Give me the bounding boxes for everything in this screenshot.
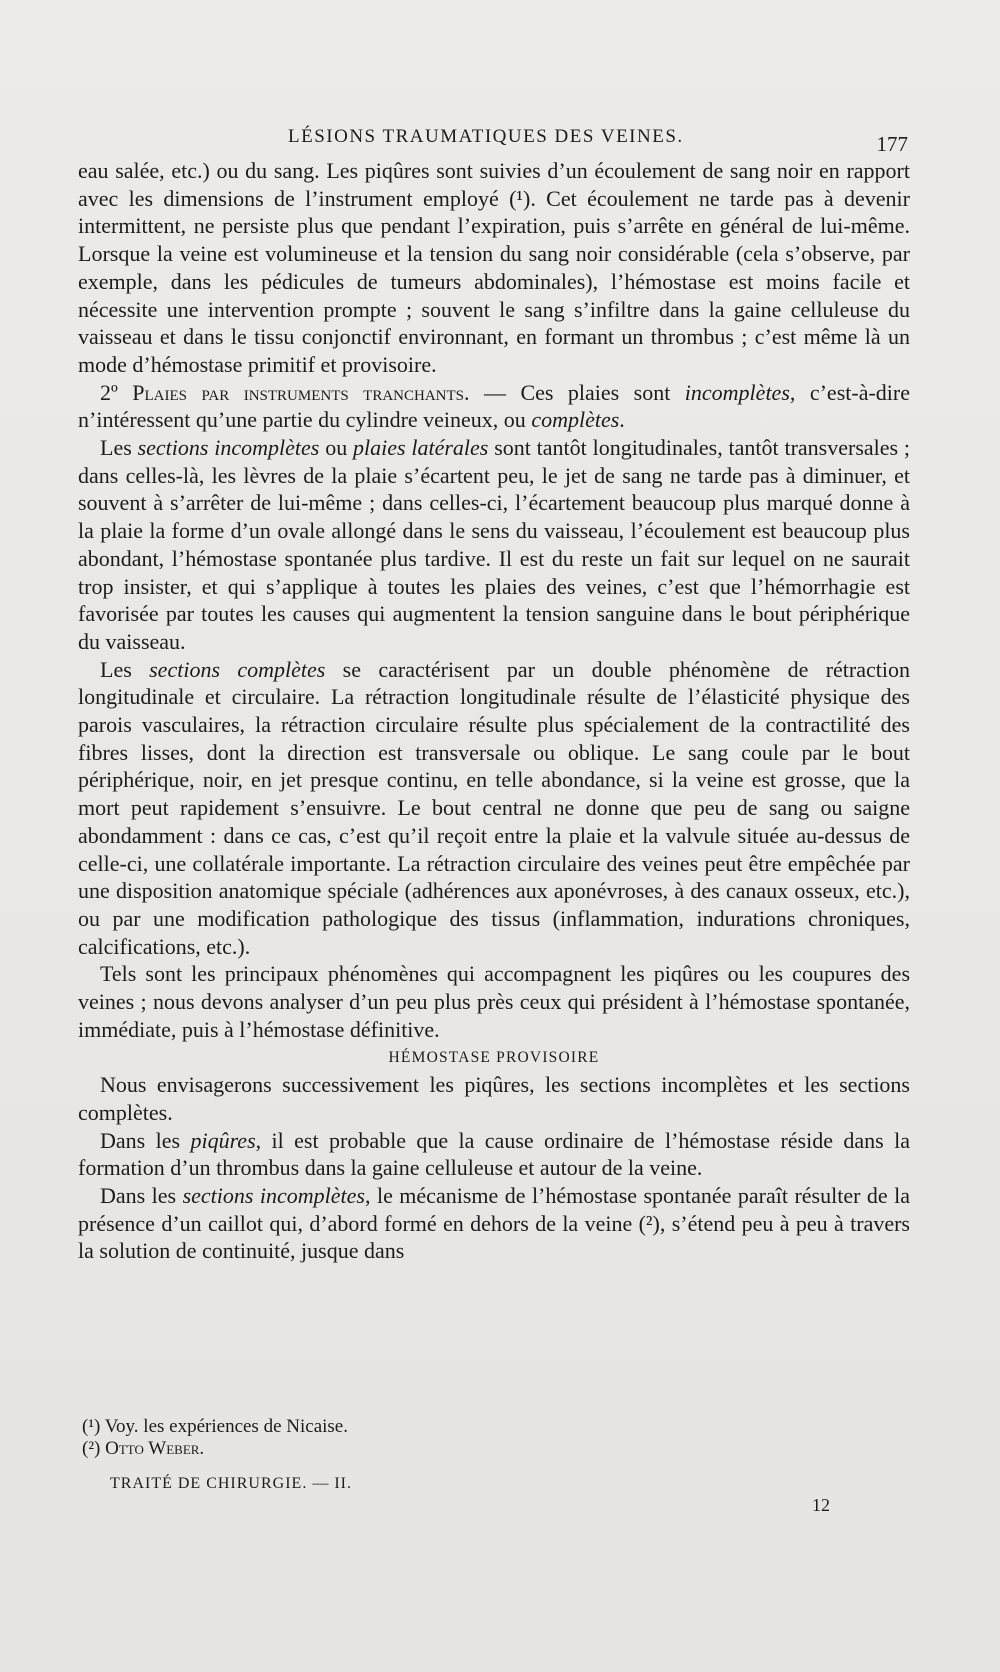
paragraph [78,656,910,961]
page-header [78,118,908,158]
paragraph: Tels sont les principaux phénomènes qui accompagnent les piqûres ou les coupures des veines ; nous devons analyser d’un peu plus près ceux qui président à l’hémostase spontanée, immédiate, puis à l’hémostase définitive. [78,961,910,1042]
text-run: , c’est-à-dire n’intéressent qu’une partie du cylindre veineux, ou [78,379,910,433]
footnotes [82,1416,682,1460]
section-number: 2º [100,379,118,405]
text-run: ou [319,435,354,461]
section-title: Plaies par instruments tranchants. [132,379,470,405]
paragraph [78,379,910,434]
text-run: Les [100,656,150,682]
italic-term: sections complètes [149,656,326,682]
text-run: . [619,407,625,433]
text-run: se caractérisent par un double phénomène de rétraction longitudinale et circulaire. La rétraction longitudinale résulte de l’élasticité physique des parois vasculaires, la rétraction circulaire résulte plus spécialement de la contractilité des fibres lisses, dont la direction est transversale ou oblique. Le sang coule par le bout périphérique, noir, en jet presque continu, en telle abondance, si la veine est grosse, que la mort peut rapidement s’ensuivre. Le bout central ne donne que peu de sang ou saigne abondamment : dans ce cas, c’est qu’il reçoit entre la plaie et la valvule située au-dessus de celle-ci, une collatérale importante. La rétraction circulaire des veines peut être empêchée par une disposition anatomique spéciale (adhérences aux aponévroses, à des canaux osseux, etc.), ou par une modification pathologique des tissus (inflammation, indurations chroniques, calcifications, etc.). [78,656,911,959]
paragraph [78,434,910,656]
footnote-mark: (¹) [82,1416,101,1437]
italic-term: sections incomplètes [137,435,320,461]
paragraph: Nous envisagerons successivement les piqûres, les sections incomplètes et les sections complètes. [78,1072,910,1125]
text-run: Ces plaies sont [520,379,685,405]
footnote [82,1438,682,1460]
body-text [78,157,910,1265]
paragraph [78,1127,910,1182]
text-run: Dans les [100,1127,191,1153]
text-run: Les [100,435,138,461]
footnote [82,1416,682,1438]
text-run: , le mécanisme de l’hémostase spontanée paraît résulter de la présence d’un caillot qui, d’abord formé en dehors de la veine (²), s’étend peu à peu à travers la solution de continuité, jusque dans [78,1183,910,1264]
footnote-text: Otto Weber. [100,1438,205,1459]
italic-term: plaies latérales [353,435,489,461]
italic-term: complètes [531,407,620,433]
signature-line: TRAITÉ DE CHIRURGIE. — II. [110,1475,352,1492]
page-number: 177 [876,132,908,156]
italic-term: piqûres [190,1127,256,1153]
paragraph: eau salée, etc.) ou du sang. Les piqûres sont suivies d’un écoulement de sang noir en rapport avec les dimensions de l’instrument employé (¹). Cet écoulement ne tarde pas à devenir intermittent, ne persiste plus que pendant l’expiration, puis s’arrête en général de lui-même. Lorsque la veine est volumineuse et la tension du sang noir considérable (cela s’observe, par exemple, dans les pédicules de tumeurs abdominales), l’hémostase est moins facile et nécessite une intervention prompte ; souvent le sang s’infiltre dans la gaine celluleuse du vaisseau et dans le tissu conjonctif environnant, en formant un thrombus ; c’est même là un mode d’hémostase primitif et provisoire. [78,158,910,377]
signature-mark: 12 [812,1495,830,1515]
dash: — [469,379,521,405]
footnote-mark: (²) [82,1438,101,1459]
text-run: , il est probable que la cause ordinaire de l’hémostase réside dans la formation d’un thrombus dans la gaine celluleuse et autour de la veine. [78,1127,910,1181]
text-run: Dans les [100,1183,183,1209]
italic-term: sections incomplètes [182,1183,365,1209]
italic-term: incomplètes [684,379,790,405]
page-footer [110,1475,830,1515]
footnote-text: Voy. les expériences de Nicaise. [100,1416,348,1437]
text-run: sont tantôt longitudinales, tantôt transversales ; dans celles-là, les lèvres de la plaie s’écartent peu, le jet de sang ne tarde pas à diminuer, et souvent à s’arrêter de lui-même ; dans celles-ci, l’écartement beaucoup plus marqué donne à la plaie la forme d’un ovale allongé dans le sens du vaisseau, l’écoulement est beaucoup plus abondant, l’hémostase spontanée plus tardive. Il est du reste un fait sur lequel on ne saurait trop insister, et qui s’applique à toutes les plaies des veines, c’est que l’hémorrhagie est favorisée par toutes les causes qui augmentent la tension sanguine dans le bout périphérique du vaisseau. [78,435,911,654]
paragraph [78,1182,910,1265]
running-head: LÉSIONS TRAUMATIQUES DES VEINES. [288,126,684,147]
section-heading: HÉMOSTASE PROVISOIRE [388,1048,600,1066]
